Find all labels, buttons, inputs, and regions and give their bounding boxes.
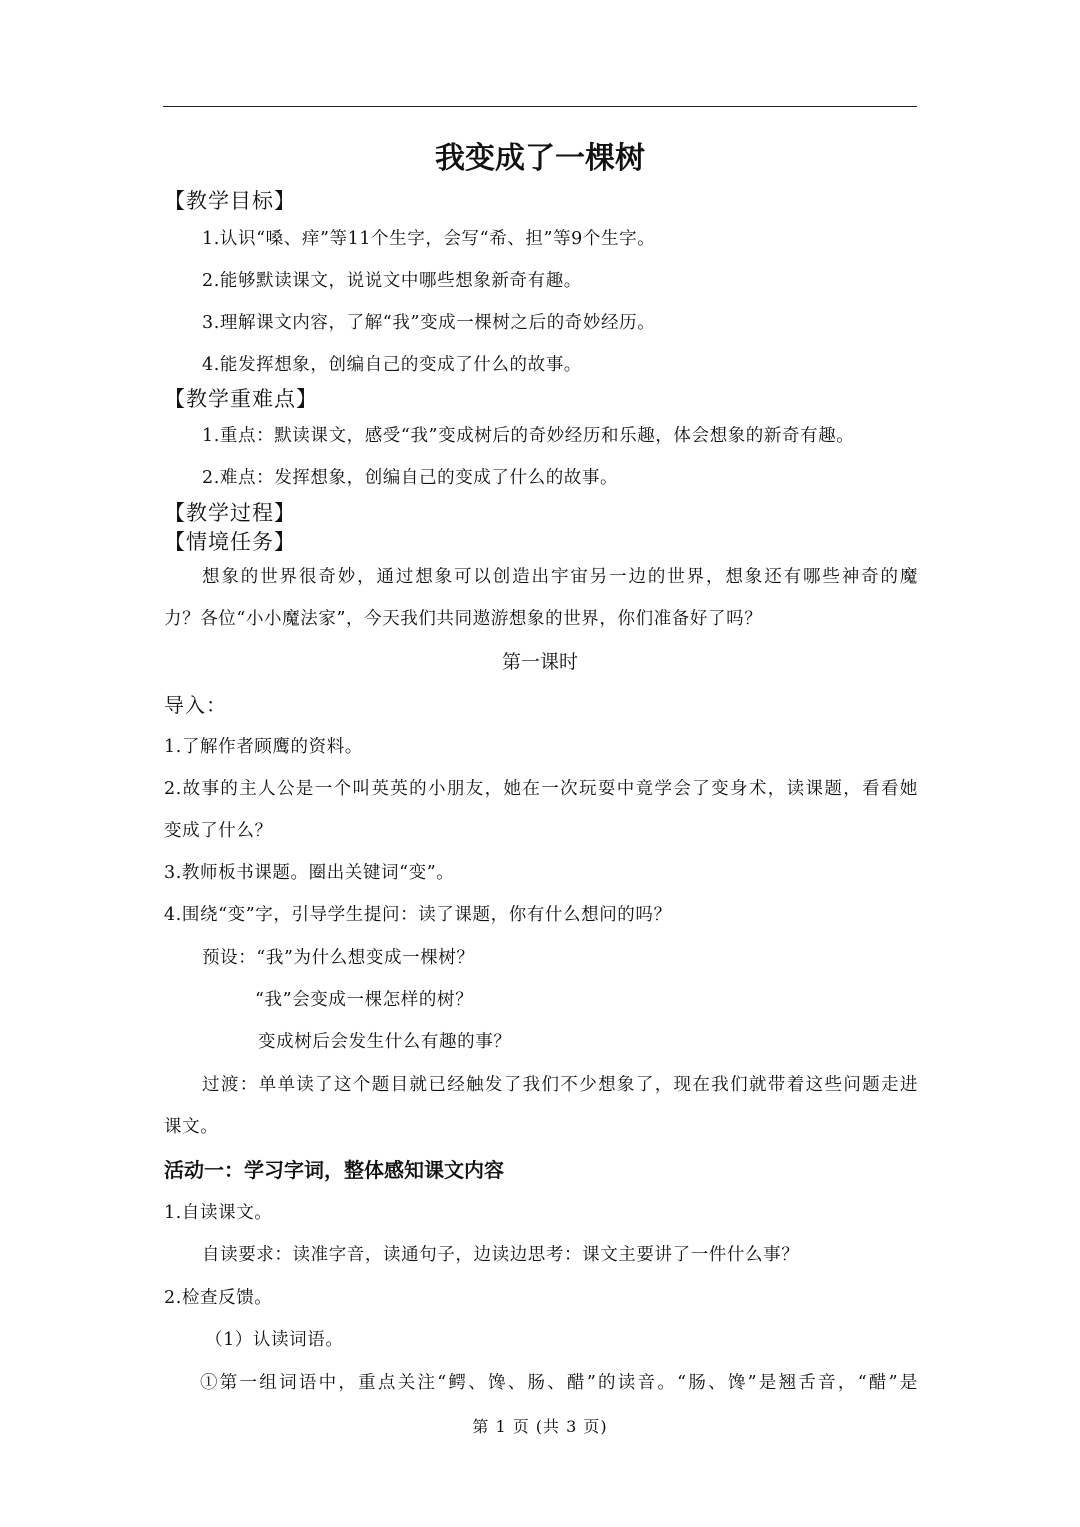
page-footer: 第 1 页 (共 3 页) (472, 1417, 608, 1436)
intro-heading: 导入： (164, 693, 227, 717)
intro-item: 4.围绕“变”字，引导学生提问：读了课题，你有什么想问的吗？ (164, 905, 672, 925)
task-paragraph-line: 想象的世界很奇妙，通过想象可以创造出宇宙另一边的世界，想象还有哪些神奇的魔 (202, 567, 918, 587)
intro-item: 3.教师板书课题。圈出关键词“变”。 (164, 863, 455, 883)
intro-item: 2.故事的主人公是一个叫英英的小朋友，她在一次玩耍中竟学会了变身术，读课题，看看她 (164, 779, 918, 799)
header-rule (163, 106, 917, 107)
activity-requirement: 自读要求：读准字音，读通句子，边读边思考：课文主要讲了一件什么事？ (202, 1245, 800, 1265)
preset-line: “我”会变成一棵怎样的树？ (255, 990, 474, 1010)
goal-item: 1.认识“嗓、痒”等11个生字，会写“希、担”等9个生字。 (202, 229, 656, 249)
activity-item: 2.检查反馈。 (164, 1288, 273, 1308)
activity-subitem: （1）认读词语。 (205, 1330, 344, 1350)
transition-line: 课文。 (164, 1117, 219, 1137)
task-paragraph-line: 力？各位“小小魔法家”，今天我们共同遨游想象的世界，你们准备好了吗？ (164, 609, 763, 629)
section-heading-key-points: 【教学重难点】 (164, 387, 318, 411)
intro-item: 1.了解作者顾鹰的资料。 (164, 737, 363, 757)
section-heading-task: 【情境任务】 (164, 530, 296, 554)
key-point-item: 1.重点：默读课文，感受“我”变成树后的奇妙经历和乐趣，体会想象的新奇有趣。 (202, 426, 855, 446)
document-title: 我变成了一棵树 (435, 141, 645, 176)
key-point-item: 2.难点：发挥想象，创编自己的变成了什么的故事。 (202, 468, 619, 488)
goal-item: 4.能发挥想象，创编自己的变成了什么的故事。 (202, 355, 582, 375)
activity-heading: 活动一：学习字词，整体感知课文内容 (164, 1158, 504, 1182)
preset-line: 变成树后会发生什么有趣的事？ (258, 1032, 512, 1052)
transition-line: 过渡：单单读了这个题目就已经触发了我们不少想象了，现在我们就带着这些问题走进 (202, 1075, 918, 1095)
lesson-heading: 第一课时 (501, 651, 578, 673)
section-heading-process: 【教学过程】 (164, 501, 296, 525)
preset-line: 预设：“我”为什么想变成一棵树？ (202, 948, 475, 968)
goal-item: 3.理解课文内容，了解“我”变成一棵树之后的奇妙经历。 (202, 313, 656, 333)
goal-item: 2.能够默读课文，说说文中哪些想象新奇有趣。 (202, 271, 582, 291)
section-heading-goals: 【教学目标】 (164, 189, 296, 213)
activity-item: 1.自读课文。 (164, 1203, 273, 1223)
activity-note: ①第一组词语中，重点关注“鳄、馋、肠、醋”的读音。“肠、馋”是翘舌音，“醋”是 (200, 1373, 918, 1393)
intro-item-continued: 变成了什么？ (164, 821, 273, 841)
